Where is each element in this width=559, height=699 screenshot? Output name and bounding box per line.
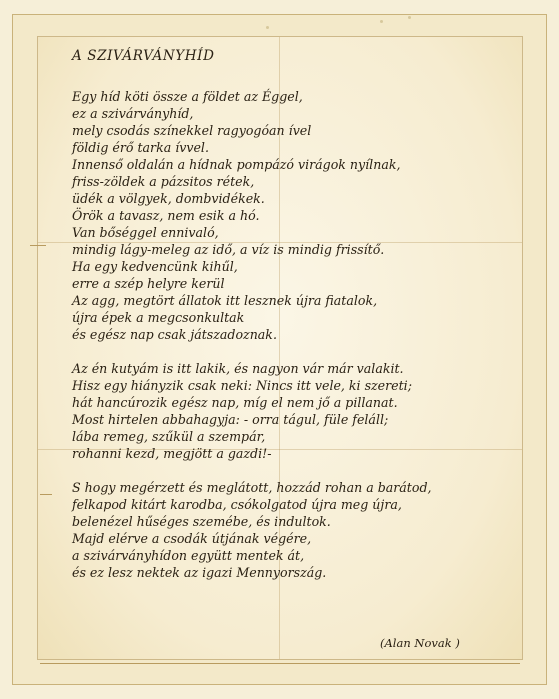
poem-line: és egész nap csak játszadoznak. xyxy=(72,327,277,342)
poem-line: Most hirtelen abbahagyja: - orra tágul, füle feláll; xyxy=(72,412,389,427)
poem-line: mindig lágy-meleg az idő, a víz is mindig frissítő. xyxy=(72,242,385,257)
poem-line: belenézel hűséges szemébe, és indultok. xyxy=(72,514,331,529)
paper-speck xyxy=(266,26,269,29)
poem-line: rohanni kezd, megjött a gazdi!- xyxy=(72,446,272,461)
poem-line: Az én kutyám is itt lakik, és nagyon vár már valakit. xyxy=(72,361,404,376)
poem-line: ez a szivárványhíd, xyxy=(72,106,194,121)
paper-speck xyxy=(380,20,383,23)
paper-speck xyxy=(408,16,411,19)
poem-line: a szivárványhídon együtt mentek át, xyxy=(72,548,305,563)
paper-tear-mark xyxy=(30,245,46,246)
poem-stanza xyxy=(72,360,512,462)
poem-line: Innenső oldalán a hídnak pompázó virágok nyílnak, xyxy=(72,157,401,172)
poem-line: Van bőséggel ennivaló, xyxy=(72,225,219,240)
poem-body xyxy=(72,88,512,581)
poem-line: hát hancúrozik egész nap, míg el nem jő a pillanat. xyxy=(72,395,398,410)
poem-line: lába remeg, szűkül a szempár, xyxy=(72,429,266,444)
poem-line: Örök a tavasz, nem esik a hó. xyxy=(72,208,260,223)
poem-line: S hogy megérzett és meglátott, hozzád rohan a barátod, xyxy=(72,480,432,495)
poem-line: és ez lesz nektek az igazi Mennyország. xyxy=(72,565,327,580)
poem-line: földig érő tarka ívvel. xyxy=(72,140,209,155)
poem-line: Egy híd köti össze a földet az Éggel, xyxy=(72,89,303,104)
poem-line: friss-zöldek a pázsitos rétek, xyxy=(72,174,255,189)
poem-line: felkapod kitárt karodba, csókolgatod újra meg újra, xyxy=(72,497,402,512)
poem-line: Majd elérve a csodák útjának végére, xyxy=(72,531,312,546)
paper-tear-mark xyxy=(40,494,52,495)
paper-bottom-edge xyxy=(40,663,520,664)
poem-line: mely csodás színekkel ragyogóan ível xyxy=(72,123,312,138)
poem xyxy=(72,48,512,598)
poem-title: A SZIVÁRVÁNYHÍD xyxy=(72,48,215,64)
poem-line: újra épek a megcsonkultak xyxy=(72,310,245,325)
poem-line: Ha egy kedvencünk kihűl, xyxy=(72,259,238,274)
poem-stanza xyxy=(72,479,512,581)
poem-author: (Alan Novak ) xyxy=(380,636,460,650)
poem-stanza xyxy=(72,88,512,343)
poem-line: erre a szép helyre kerül xyxy=(72,276,225,291)
poem-line: üdék a völgyek, dombvidékek. xyxy=(72,191,265,206)
poem-line: Hisz egy hiányzik csak neki: Nincs itt vele, ki szereti; xyxy=(72,378,412,393)
poem-line: Az agg, megtört állatok itt lesznek újra fiatalok, xyxy=(72,293,378,308)
